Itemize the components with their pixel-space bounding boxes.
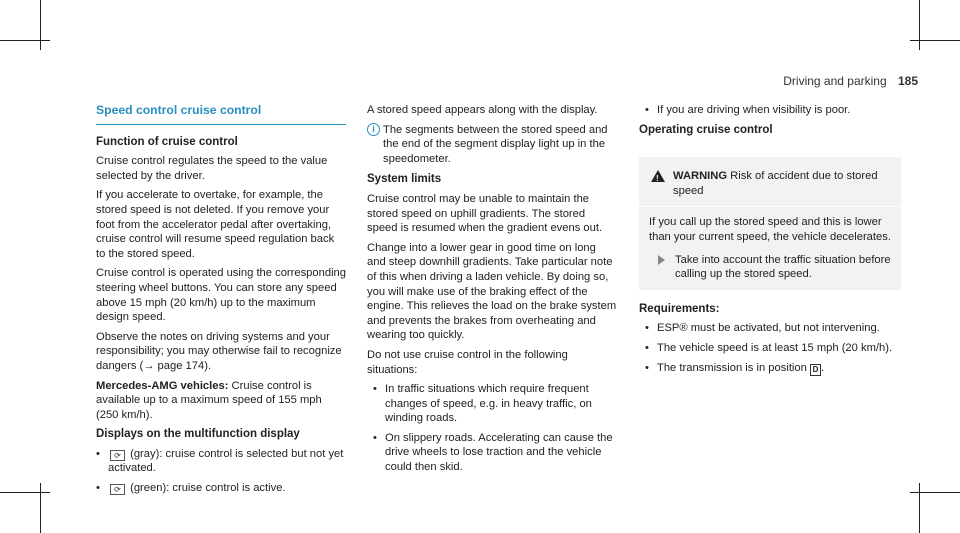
page-number: 185 — [897, 74, 918, 88]
bullet-text: If you are driving when visibility is poor. — [657, 104, 851, 116]
bullet-icon: • — [96, 482, 100, 495]
requirements-heading: Requirements: — [639, 302, 720, 315]
title-rule — [96, 124, 346, 125]
list-item — [373, 431, 617, 475]
paragraph: If you accelerate to overtake, for example, the stored speed is not deleted. If you remove your foot from the accelerator pedal after overtaking, cruise control will resume speed regulation back to the stored speed. — [96, 189, 335, 260]
list-item — [645, 103, 901, 118]
warning-title: Risk of accident due to stored speed — [673, 170, 878, 197]
operating-heading: Operating cruise control — [639, 123, 773, 136]
warning-triangle-icon: ! — [651, 170, 665, 182]
crop-mark — [0, 492, 50, 493]
paragraph: Do not use cruise control in the following situations: — [367, 348, 568, 376]
bullet-text: (gray): cruise control is selected but not yet activated. — [108, 447, 344, 475]
amg-paragraph — [96, 379, 346, 423]
warning-header — [639, 157, 901, 207]
list-item — [373, 382, 617, 426]
column-1 — [96, 103, 346, 501]
bullet-text: The transmission is in position — [657, 361, 810, 374]
paragraph: Change into a lower gear in good time on long and steep downhill gradients. Take particular note of this when driving a laden vehicle. By doing so, you will make use of the braking effect of the engine. This relieves the load on the brake system and prevents the brakes from overheating and wearing too quickly. — [367, 241, 617, 342]
gear-d-key-icon: D — [810, 364, 821, 376]
warning-label: WARNING — [673, 170, 728, 183]
function-heading: Function of cruise control — [96, 135, 238, 148]
display-heading: Displays on the multifunction display — [96, 428, 300, 441]
page-ref-text: Observe the notes on driving systems and your responsibility; you may otherwise fail to recognize dangers (→ page 174). — [96, 330, 342, 372]
list-item — [96, 481, 346, 496]
info-note — [367, 123, 617, 167]
list-item — [645, 341, 901, 356]
action-text: Take into account the traffic situation before calling up the stored speed. — [675, 253, 891, 281]
cruise-control-icon: ⟳ — [110, 484, 125, 495]
bullet-icon: • — [373, 431, 377, 444]
list-item: • The transmission is in position D . — [645, 361, 825, 374]
crop-mark — [40, 483, 41, 533]
bullet-text: In traffic situations which require frequent changes of speed, e.g. in heavy traffic, on winding roads. — [385, 383, 592, 425]
bullet-text: On slippery roads. Accelerating can cause the drive wheels to lose traction and the vehicle could then skid. — [385, 431, 613, 474]
bullet-icon: • — [645, 361, 649, 374]
bullet-icon: • — [96, 447, 100, 460]
amg-label: Mercedes-AMG vehicles: — [96, 379, 229, 392]
warning-text: If you call up the stored speed and this is lower than your current speed, the vehicle decelerates. — [649, 216, 891, 243]
section-name: Driving and parking — [783, 74, 887, 88]
paragraph: Cruise control may be unable to maintain the stored speed on uphill gradients. The stored speed is resumed when the gradient evens out. — [367, 192, 603, 235]
bullet-text: (green): cruise control is active. — [127, 482, 286, 495]
warning-action — [649, 253, 891, 282]
bullet-icon: • — [645, 322, 649, 335]
list-item — [645, 321, 901, 336]
running-header — [783, 74, 918, 88]
paragraph: A stored speed appears along with the display. — [367, 104, 598, 116]
bullet-icon: • — [373, 383, 377, 396]
paragraph: Cruise control regulates the speed to the value selected by the driver. — [96, 155, 328, 182]
bullet-icon: • — [645, 104, 649, 116]
crop-mark — [910, 492, 960, 493]
crop-mark — [40, 0, 41, 50]
warning-box — [639, 157, 901, 290]
paragraph: Cruise control is operated using the corresponding steering wheel buttons. You can store any speed above 15 mph (20 km/h) up to the maximum design speed. — [96, 267, 346, 324]
action-arrow-icon — [658, 255, 665, 265]
section-title: Speed control cruise control — [96, 103, 262, 117]
bullet-text: The vehicle speed is at least 15 mph (20 km/h). — [657, 341, 893, 354]
list-item — [96, 447, 346, 476]
cruise-control-icon: ⟳ — [110, 450, 125, 461]
info-icon: i — [367, 123, 380, 136]
bullet-text: ESP® must be activated, but not intervening. — [657, 322, 880, 335]
bullet-icon: • — [645, 341, 649, 354]
paragraph — [96, 330, 346, 374]
amg-text: Cruise control is available up to a maximum speed of 155 mph (250 km/h). — [96, 379, 322, 421]
limits-heading: System limits — [367, 173, 442, 186]
crop-mark — [919, 483, 920, 533]
column-3 — [639, 103, 901, 381]
crop-mark — [910, 40, 960, 41]
crop-mark — [0, 40, 50, 41]
crop-mark — [919, 0, 920, 50]
column-2 — [367, 103, 617, 480]
note-text: The segments between the stored speed and the end of the segment display light up in the speedometer. — [383, 123, 608, 165]
warning-body — [639, 207, 901, 289]
